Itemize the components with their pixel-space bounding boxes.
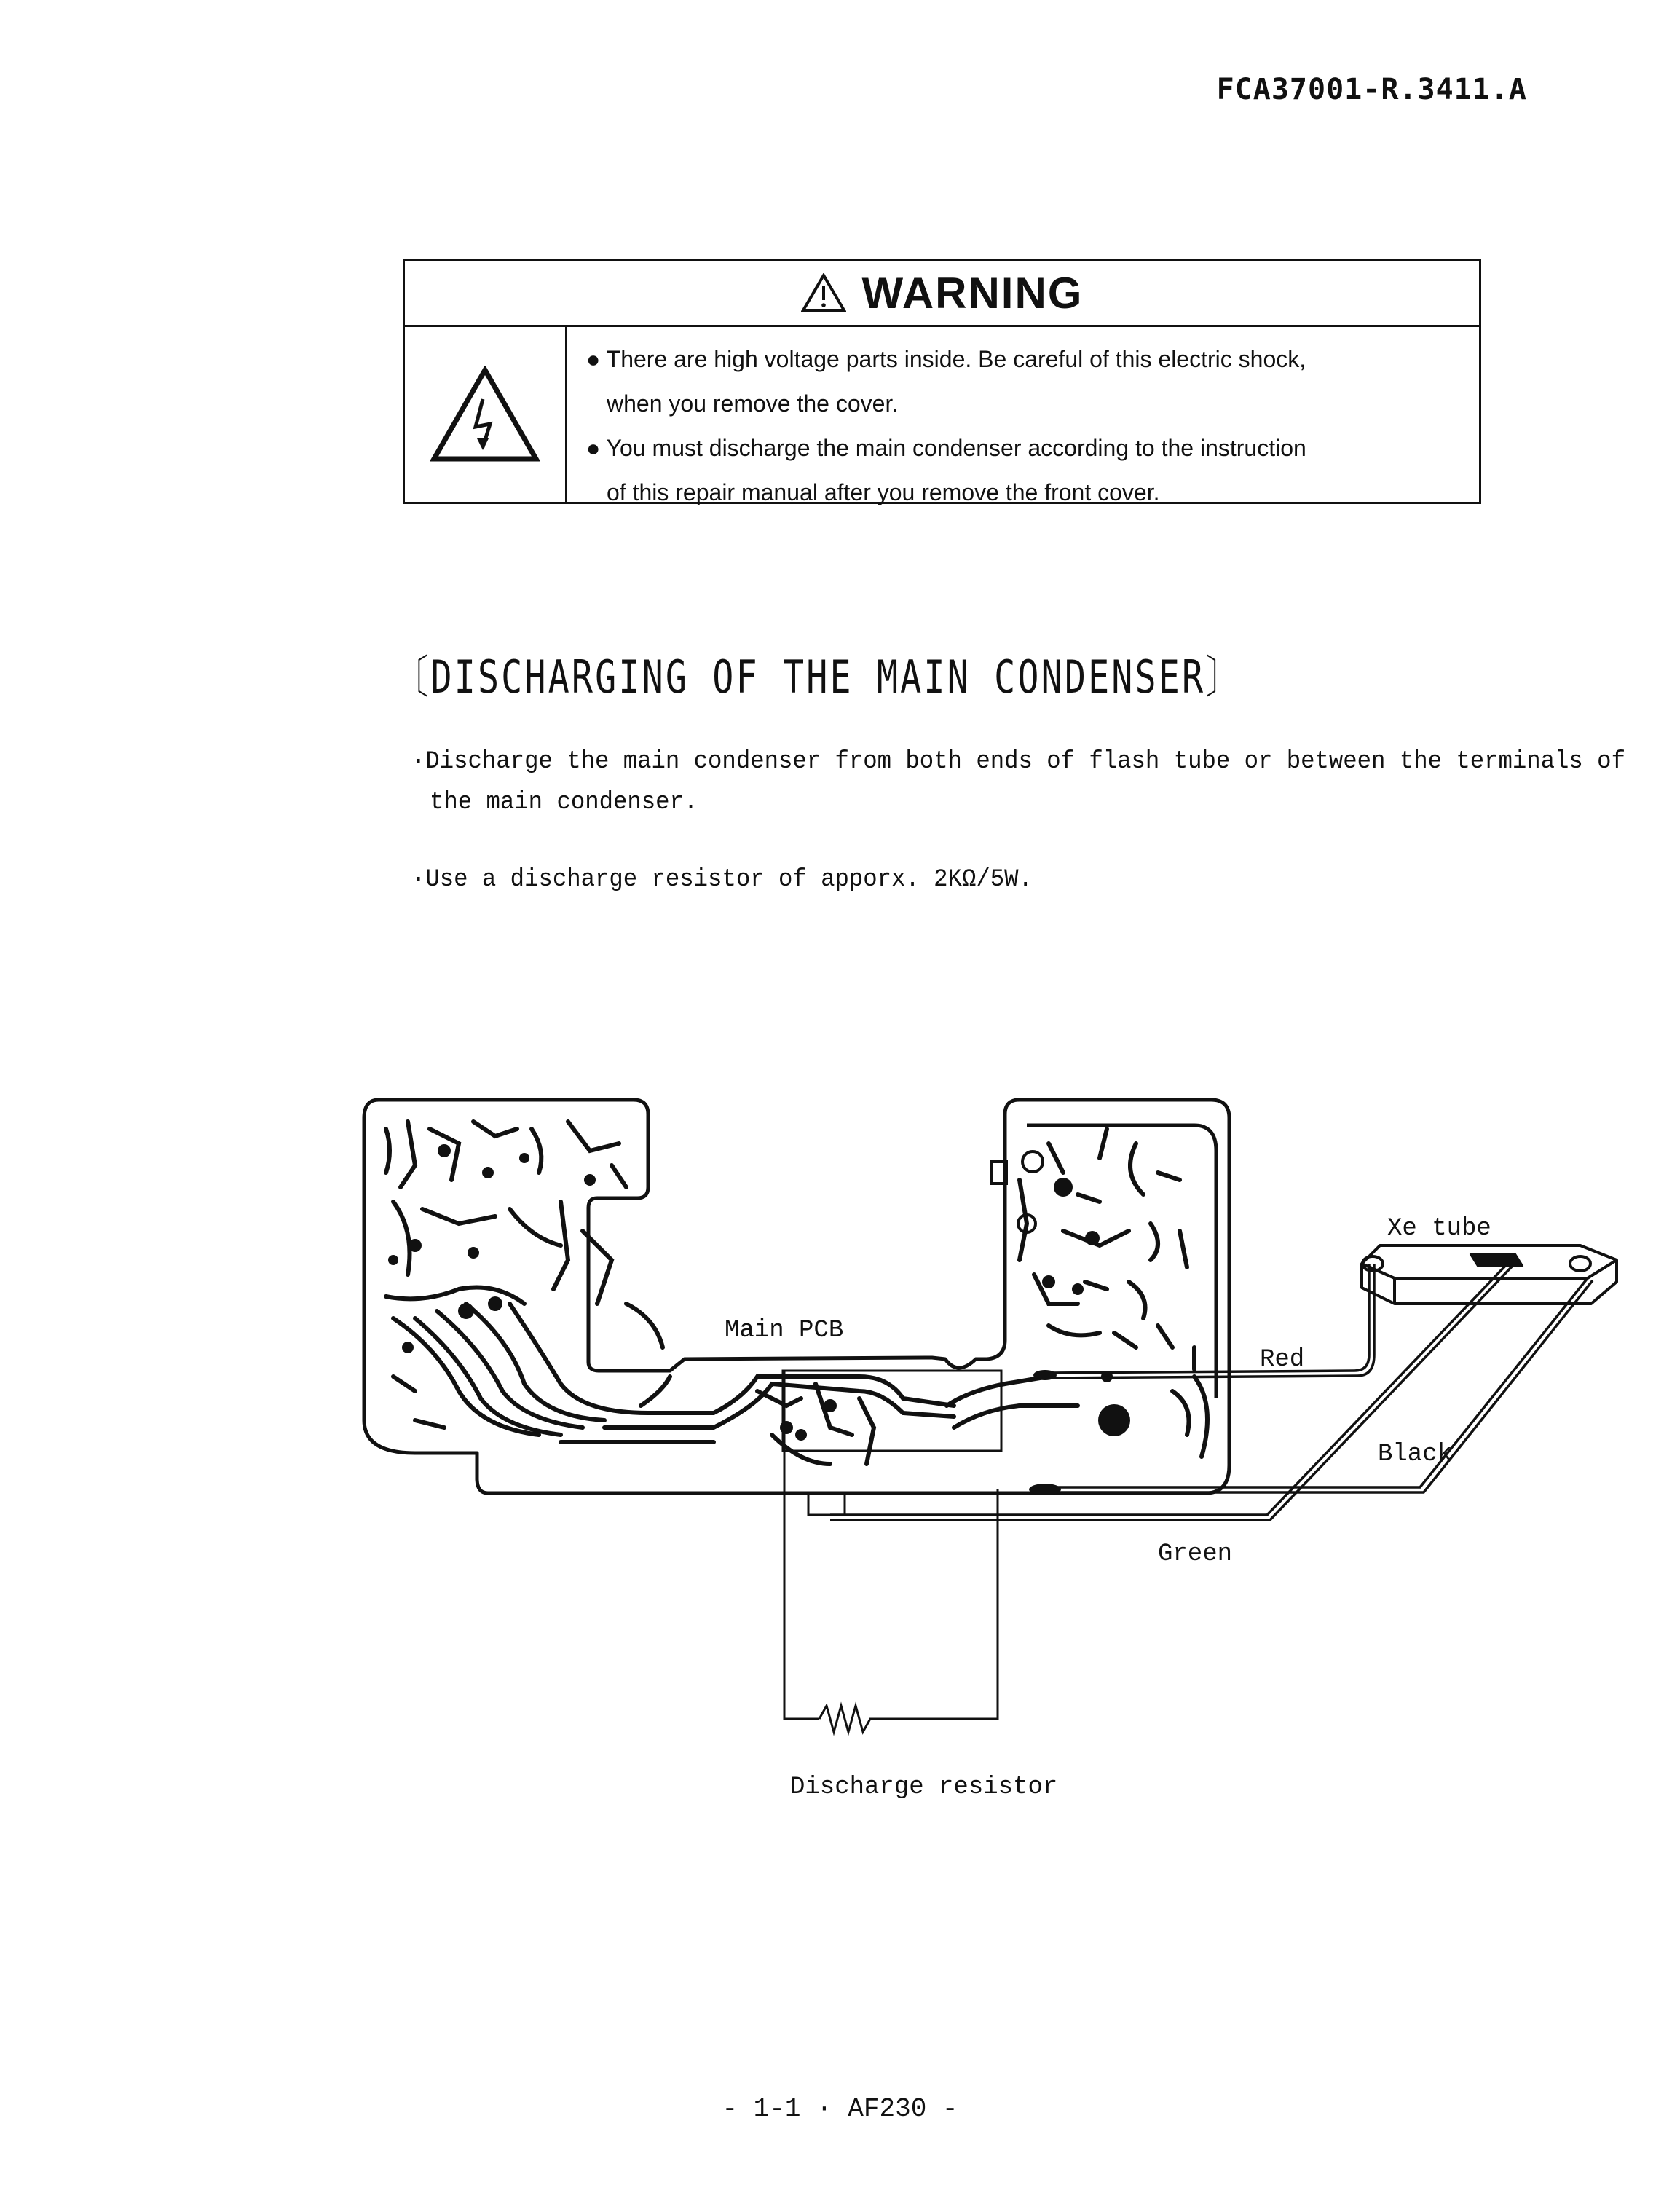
page-footer: - 1-1 · AF230 - — [722, 2094, 958, 2124]
label-main-pcb: Main PCB — [725, 1317, 844, 1345]
warning-triangle-icon — [801, 273, 846, 312]
label-black-wire: Black — [1378, 1441, 1453, 1468]
warning-line: ● You must discharge the main condenser according to the instruction — [586, 435, 1306, 461]
lead-wires — [830, 1264, 1593, 1520]
discharge-resistor-circuit — [784, 1371, 998, 1732]
warning-icon-cell — [405, 327, 567, 502]
label-discharge-resistor: Discharge resistor — [790, 1773, 1058, 1799]
instruction-text: ·Use a discharge resistor of apporx. 2KΩ/5W. — [411, 866, 1033, 894]
pcb-connector-terminals — [992, 1151, 1043, 1232]
instruction-text: the main condenser. — [430, 789, 698, 816]
pcb-traces — [386, 1122, 1207, 1464]
warning-line: when you remove the cover. — [607, 390, 899, 417]
warning-title: WARNING — [861, 268, 1084, 318]
high-voltage-icon — [430, 366, 540, 464]
label-green-wire: Green — [1158, 1540, 1233, 1568]
instruction-text: ·Discharge the main condenser from both ends of flash tube or between the terminals of — [411, 748, 1625, 776]
section-title: 〔DISCHARGING OF THE MAIN CONDENSER〕 — [393, 650, 1243, 704]
label-red-wire: Red — [1260, 1346, 1305, 1374]
discharge-diagram — [350, 1085, 1646, 1799]
document-code: FCA37001-R.3411.A — [1216, 73, 1527, 106]
warning-line: of this repair manual after you remove the front cover. — [607, 479, 1160, 505]
label-xe-tube: Xe tube — [1387, 1215, 1491, 1243]
xe-tube-icon — [1362, 1245, 1617, 1304]
warning-box — [403, 259, 1481, 504]
warning-header — [405, 261, 1479, 327]
warning-text — [567, 327, 1321, 505]
warning-line: ● There are high voltage parts inside. Be careful of this electric shock, — [586, 346, 1306, 372]
